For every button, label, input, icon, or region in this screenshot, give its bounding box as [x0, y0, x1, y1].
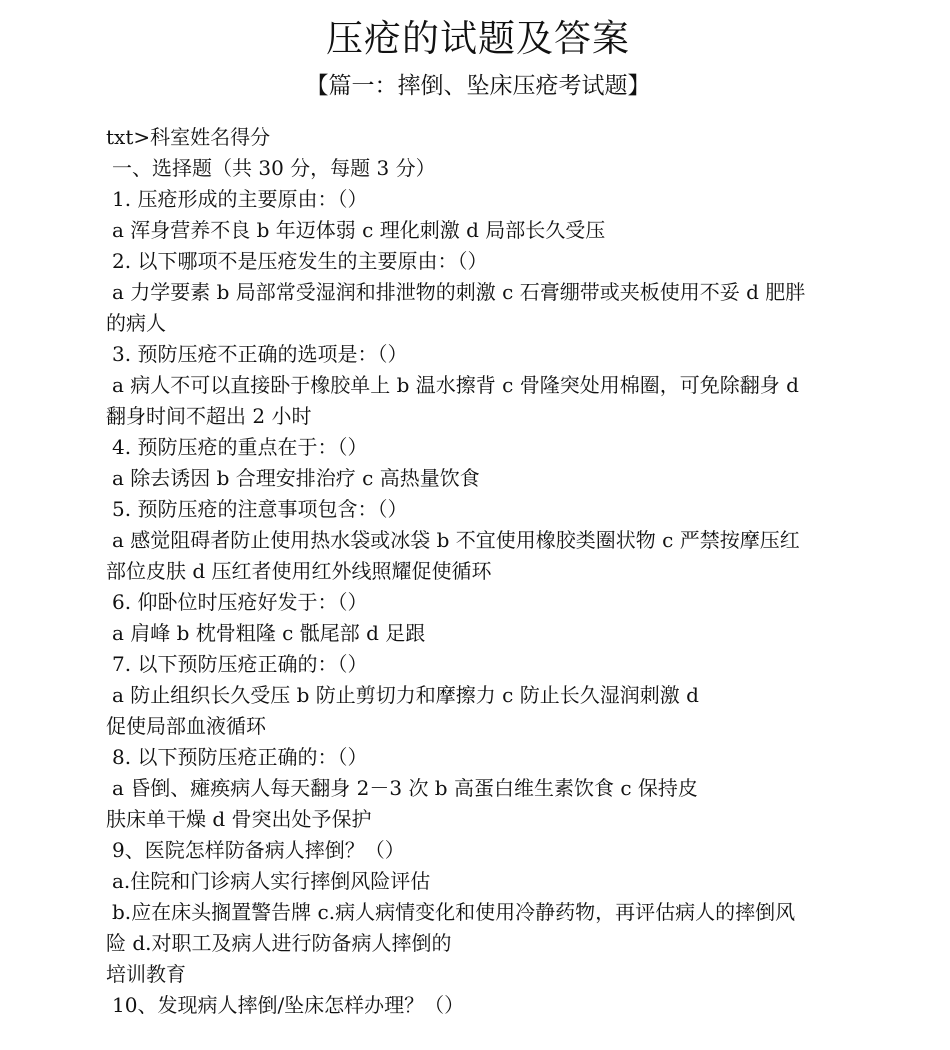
document-subtitle: 【篇一：摔倒、坠床压疮考试题】	[305, 73, 651, 99]
document-body	[106, 122, 850, 1021]
text-line: a 感觉阻碍者防止使用热水袋或冰袋 b 不宜使用橡胶类圈状物 c 严禁按摩压红	[112, 528, 800, 552]
text-line: 一、选择题（共 30 分，每题 3 分）	[112, 156, 436, 180]
text-line: 5. 预防压疮的注意事项包含：（）	[112, 497, 408, 521]
text-line: 1. 压疮形成的主要原由：（）	[112, 187, 368, 211]
text-line: 4. 预防压疮的重点在于：（）	[112, 435, 368, 459]
text-line: b.应在床头搁置警告牌 c.病人病情变化和使用冷静药物，再评估病人的摔倒风	[112, 900, 796, 924]
text-line: 肤床单干燥 d 骨突出处予保护	[106, 807, 372, 831]
text-line: a 病人不可以直接卧于橡胶单上 b 温水擦背 c 骨隆突处用棉圈，可免除翻身 d	[112, 373, 799, 397]
text-line: 2. 以下哪项不是压疮发生的主要原由：（）	[112, 249, 488, 273]
text-line: 促使局部血液循环	[106, 714, 266, 738]
text-line: a 防止组织长久受压 b 防止剪切力和摩擦力 c 防止长久湿润刺激 d	[112, 683, 699, 707]
text-line: 部位皮肤 d 压红者使用红外线照耀促使循环	[106, 559, 492, 583]
text-line: a 除去诱因 b 合理安排治疗 c 高热量饮食	[112, 466, 480, 490]
text-line: txt>科室姓名得分	[106, 125, 271, 149]
text-line: 险 d.对职工及病人进行防备病人摔倒的	[106, 931, 452, 955]
text-line: a 肩峰 b 枕骨粗隆 c 骶尾部 d 足跟	[112, 621, 426, 645]
text-line: 培训教育	[106, 962, 186, 986]
text-line: a 浑身营养不良 b 年迈体弱 c 理化刺激 d 局部长久受压	[112, 218, 606, 242]
text-line: 的病人	[106, 311, 166, 335]
text-line: 3. 预防压疮不正确的选项是：（）	[112, 342, 408, 366]
document-title: 压疮的试题及答案	[326, 17, 630, 60]
text-line: a.住院和门诊病人实行摔倒风险评估	[112, 869, 431, 893]
text-line: 8. 以下预防压疮正确的：（）	[112, 745, 368, 769]
text-line: a 昏倒、瘫痪病人每天翻身 2－3 次 b 高蛋白维生素饮食 c 保持皮	[112, 776, 698, 800]
text-line: 9、医院怎样防备病人摔倒？（）	[112, 838, 405, 862]
text-line: 翻身时间不超出 2 小时	[106, 404, 312, 428]
text-line: 7. 以下预防压疮正确的：（）	[112, 652, 368, 676]
text-line: a 力学要素 b 局部常受湿润和排泄物的刺激 c 石膏绷带或夹板使用不妥 d 肥胖	[112, 280, 806, 304]
text-line: 6. 仰卧位时压疮好发于：（）	[112, 590, 368, 614]
text-line: 10、发现病人摔倒/坠床怎样办理？（）	[112, 993, 465, 1017]
